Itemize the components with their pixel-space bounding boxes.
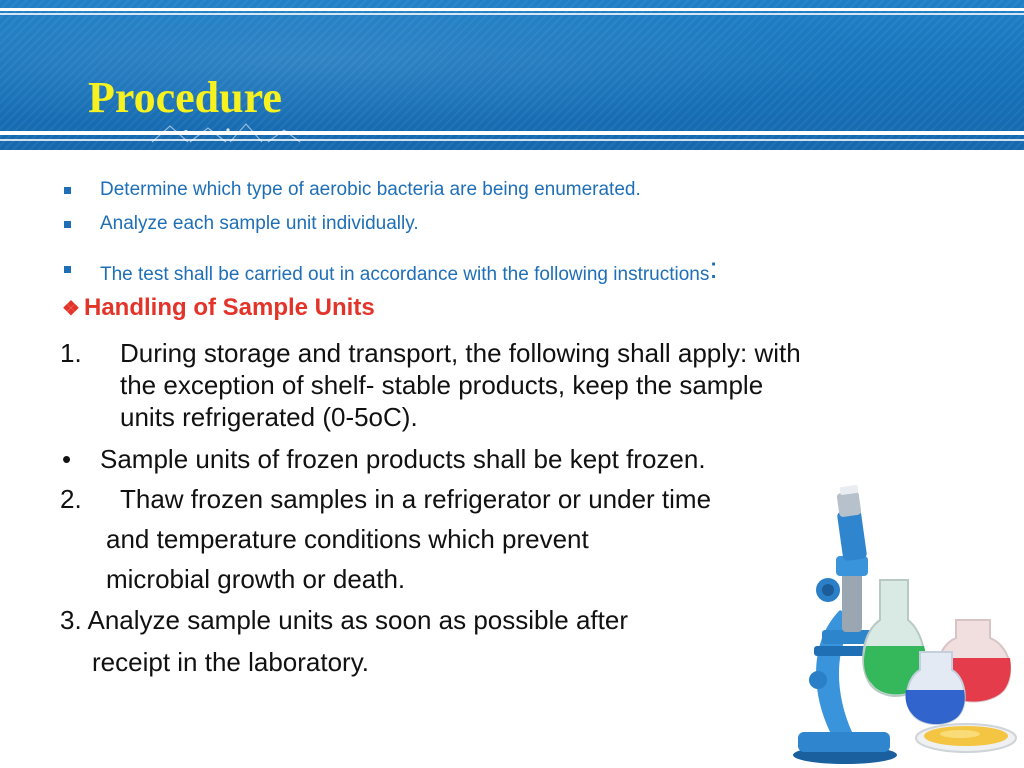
item-2-line: and temperature conditions which prevent	[106, 524, 589, 554]
item-3-line: receipt in the laboratory.	[92, 647, 369, 677]
item-3-line: 3. Analyze sample units as soon as possible after	[60, 605, 628, 635]
item-2-line: microbial growth or death.	[106, 564, 406, 594]
header-line	[0, 139, 1024, 141]
bullet-text: Analyze each sample unit individually.	[100, 213, 419, 234]
item-1-line: units refrigerated (0-5oC).	[120, 402, 418, 432]
bullet-item	[60, 252, 718, 287]
bullet-text: Determine which type of aerobic bacteria are being enumerated.	[100, 179, 641, 200]
microscope-flasks-illustration	[770, 470, 1024, 768]
header-line	[0, 13, 1024, 15]
section-heading-text: Handling of Sample Units	[84, 294, 375, 321]
bullet-item	[60, 178, 641, 202]
item-1-text	[120, 337, 980, 433]
dot-bullet-text: Sample units of frozen products shall be kept frozen.	[100, 444, 706, 474]
slide-title: Procedure	[88, 73, 282, 122]
section-heading	[62, 294, 375, 322]
bullet-text: The test shall be carried out in accordance with the following instructions	[100, 264, 710, 285]
item-1-line: During storage and transport, the following shall apply: with	[120, 338, 801, 368]
header-banner	[0, 0, 1024, 150]
header-line	[0, 131, 1024, 135]
item-number: 1.	[60, 338, 82, 368]
bullet-colon: :	[709, 252, 718, 285]
diamond-bullet-icon: ❖	[62, 298, 80, 320]
square-bullet-icon	[64, 266, 71, 273]
petri-dish-icon	[916, 724, 1016, 752]
dot-bullet-icon: •	[62, 444, 72, 474]
item-2-line: Thaw frozen samples in a refrigerator or under time	[120, 484, 712, 514]
item-1-line: the exception of shelf- stable products, keep the sample	[120, 370, 764, 400]
header-line	[0, 8, 1024, 11]
square-bullet-icon	[64, 187, 71, 194]
item-number: 2.	[60, 484, 82, 514]
bullet-item	[60, 212, 419, 236]
square-bullet-icon	[64, 221, 71, 228]
